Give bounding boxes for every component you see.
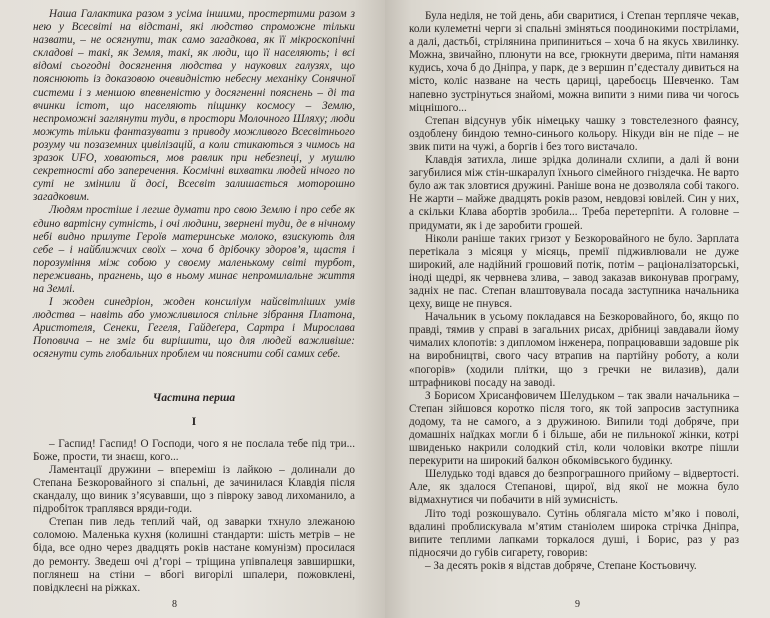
page-number: 8: [172, 599, 177, 610]
story-paragraph: Літо тоді розкошувало. Сутінь облягала місто м’яко і поволі, вдалині проблискувала м’ятим станіолем широка стрічка Дніпра, випите теплими лапками торкалося душі, і Борис, раз у раз підносячи до губів сигарету, говорив:: [409, 507, 739, 559]
intro-paragraph: Наша Галактика разом з усіма іншими, простертими разом з нею у Всесвіті на відстані, які людство спроможне тільки назвати, – не осягнути, так само загадкова, як її мікроскопічні складові – такі, як Земля, такі, як люди, що її населяють; і всі відомі сьогодні досягнення людства у наукових галузях, що пояснюють із доказовою очевидністю небесну механіку Сонячної системи і з меншою впевненістю у досягненні пояснень – ді та вчинки істот, що населяють піщинку космосу – Землю, неспроможні заглянути туди, в простори Молочного Шляху; люди можуть тільки фантазувати з приводу можливого Всесвітнього розуму чи позаземних цивілізацій, а коли стикаються з чимось на зразок UFO, ховаються, мов равлик при небезпеці, у мушлю секретності або заперечення. Космічні вихватки людей нічого по суті не змінили й досі, Всесвіт залишається моторошно загадковим.: [33, 8, 355, 204]
right-page: [385, 0, 770, 618]
left-page-text: [33, 8, 355, 595]
story-paragraph: Шелудько тоді вдався до безпрограшного прийому – відвертості. Але, як здалося Степанові, щирої, від якої не можна було відмахнутися чи побачити в ній зумисність.: [409, 468, 739, 507]
part-title: Частина перша: [152, 391, 236, 404]
story-paragraph: – Гаспид! Гаспид! О Господи, чого я не послала тебе під три... Боже, прости, ти знаєш, кого...: [33, 437, 355, 463]
story-paragraph: З Борисом Хрисанфовичем Шелудьком – так звали начальника – Степан зійшовся коротко після того, як той запросив заступника додому, та не самого, а з дружиною. Випили тоді добряче, при домашніх наїдках могли б і більше, аби не пильнокої жінки, котрі швиденько накрили солодкий стіл, коли чоловіки вкотре пішли перекурити на широкий балкон обкомівського будинку.: [409, 389, 739, 468]
story-paragraph: Клавдія затихла, лише зрідка долинали схлипи, а далі й вони загубилися між стін-шкаралуп їхнього сімейного гніздечка. Не варто було аж так зловтися дружині. Раніше вона не дозволяла собі такого. Не жарти – майже двадцять років разом, невдовзі ювілей. Син у них, а скільки Клава абортів зробила... Треба перетерпіти. А головне – придумати, як і де заробити грошей.: [409, 154, 739, 232]
story-paragraph: Начальник в усьому покладався на Безкоровайного, бо, якщо по правді, тямив у справі в загальних рисах, дрібниці завдавали йому чималих клопотів: з дипломом інженера, попрацювавши задовше рік на виробництві, свого часу втрапив на партійну роботу, а коли «погорів» (ходили плітки, що з гречки не вилазив), дали штрафникові посаду на заводі.: [409, 311, 739, 389]
right-page-text: [409, 10, 739, 573]
story-paragraph: Ламентації дружини – впереміш із лайкою – долинали до Степана Безкоровайного зі спальні, де зачинилася Клавдія після скандалу, що виник з’ясувавши, що з півроку завод лихоманило, а підробіток траплявся вряди-годи.: [33, 463, 355, 516]
introduction-block: [33, 8, 355, 362]
intro-paragraph: Людям простіше і легше думати про свою Землю і про себе як єдино вартісну сутність, і очі людини, звернені туди, де в нічному небі видно прилуте Героїв материнське молоко, взискують для себе – і найближчих своїх – хоча б дрібочку здоров’я, щастя і порозуміння між собою у своєму маленькому світі турбот, переживань, прагнень, що в ньому минає непромилальне життя на Землі.: [33, 204, 355, 295]
chapter-number: І: [191, 413, 197, 428]
intro-paragraph: І жоден синедріон, жоден консиліум найсвітліших умів людства – навіть або уможливилося спільне зібрання Платона, Аристотеля, Сенеки, Гегеля, Гайдеґера, Сартра і Мирослава Поповича – не зміг би вирішити, що для людей важливіше: осягнути суть глобальних проблем чи пояснити собі самих себе.: [33, 296, 355, 361]
page-number: 9: [575, 599, 580, 610]
story-paragraph: – За десять років я відстав добряче, Степане Костьовичу.: [425, 559, 697, 572]
story-paragraph: Ніколи раніше таких гризот у Безкоровайного не було. Зарплата перетікала з місяця у місяць, премії підживлювали не дуже широкий, але надійний грошовий потік, потім – раціоналізаторські, іноді щедрі, як червнева злива, – завод заказав виконував програму, задніх не пас. Степан влаштовувала посада заступника начальника цеху, вище не пнувся.: [409, 232, 739, 311]
story-paragraph: Степан пив ледь теплий чай, од заварки тхнуло злежаною соломою. Маленька кухня (колишні стандарти: шість метрів – не біда, все одно через двадцять років настане комунізм) просилася до ремонту. Зведеш очі д’горі – тріщина упівпалеця завширшки, поглянеш на стіни – вбогі вигорілі шпалери, пожовклені, повідклеєні на ріжках.: [33, 516, 355, 594]
story-paragraph: Була неділя, не той день, аби сваритися, і Степан терпляче чекав, коли кулеметні черги зі спальні зміняться поодинокими пострілами, а далі, дастьбі, стрілянина припиниться – хоча б на якусь хвилинку. Можна, звичайно, плюнути на все, грюкнути дверима, піти наманяя кудись, хоча б до Дніпра, у парк, де з вершин п’єдесталу дивиться на місто, коліс назване на честь цариці, царебоєць Шевченко. Там напевно зустрінуться знайомі, можна випити з ними пива чи чогось міцнішого...: [409, 10, 739, 114]
story-paragraph: Степан відсунув убік німецьку чашку з товстелезного фаянсу, оздоблену биндою темно-синього кольору. Нікуди він не піде – не звик пити на чужі, а боргів і без того вистачало.: [409, 114, 739, 153]
